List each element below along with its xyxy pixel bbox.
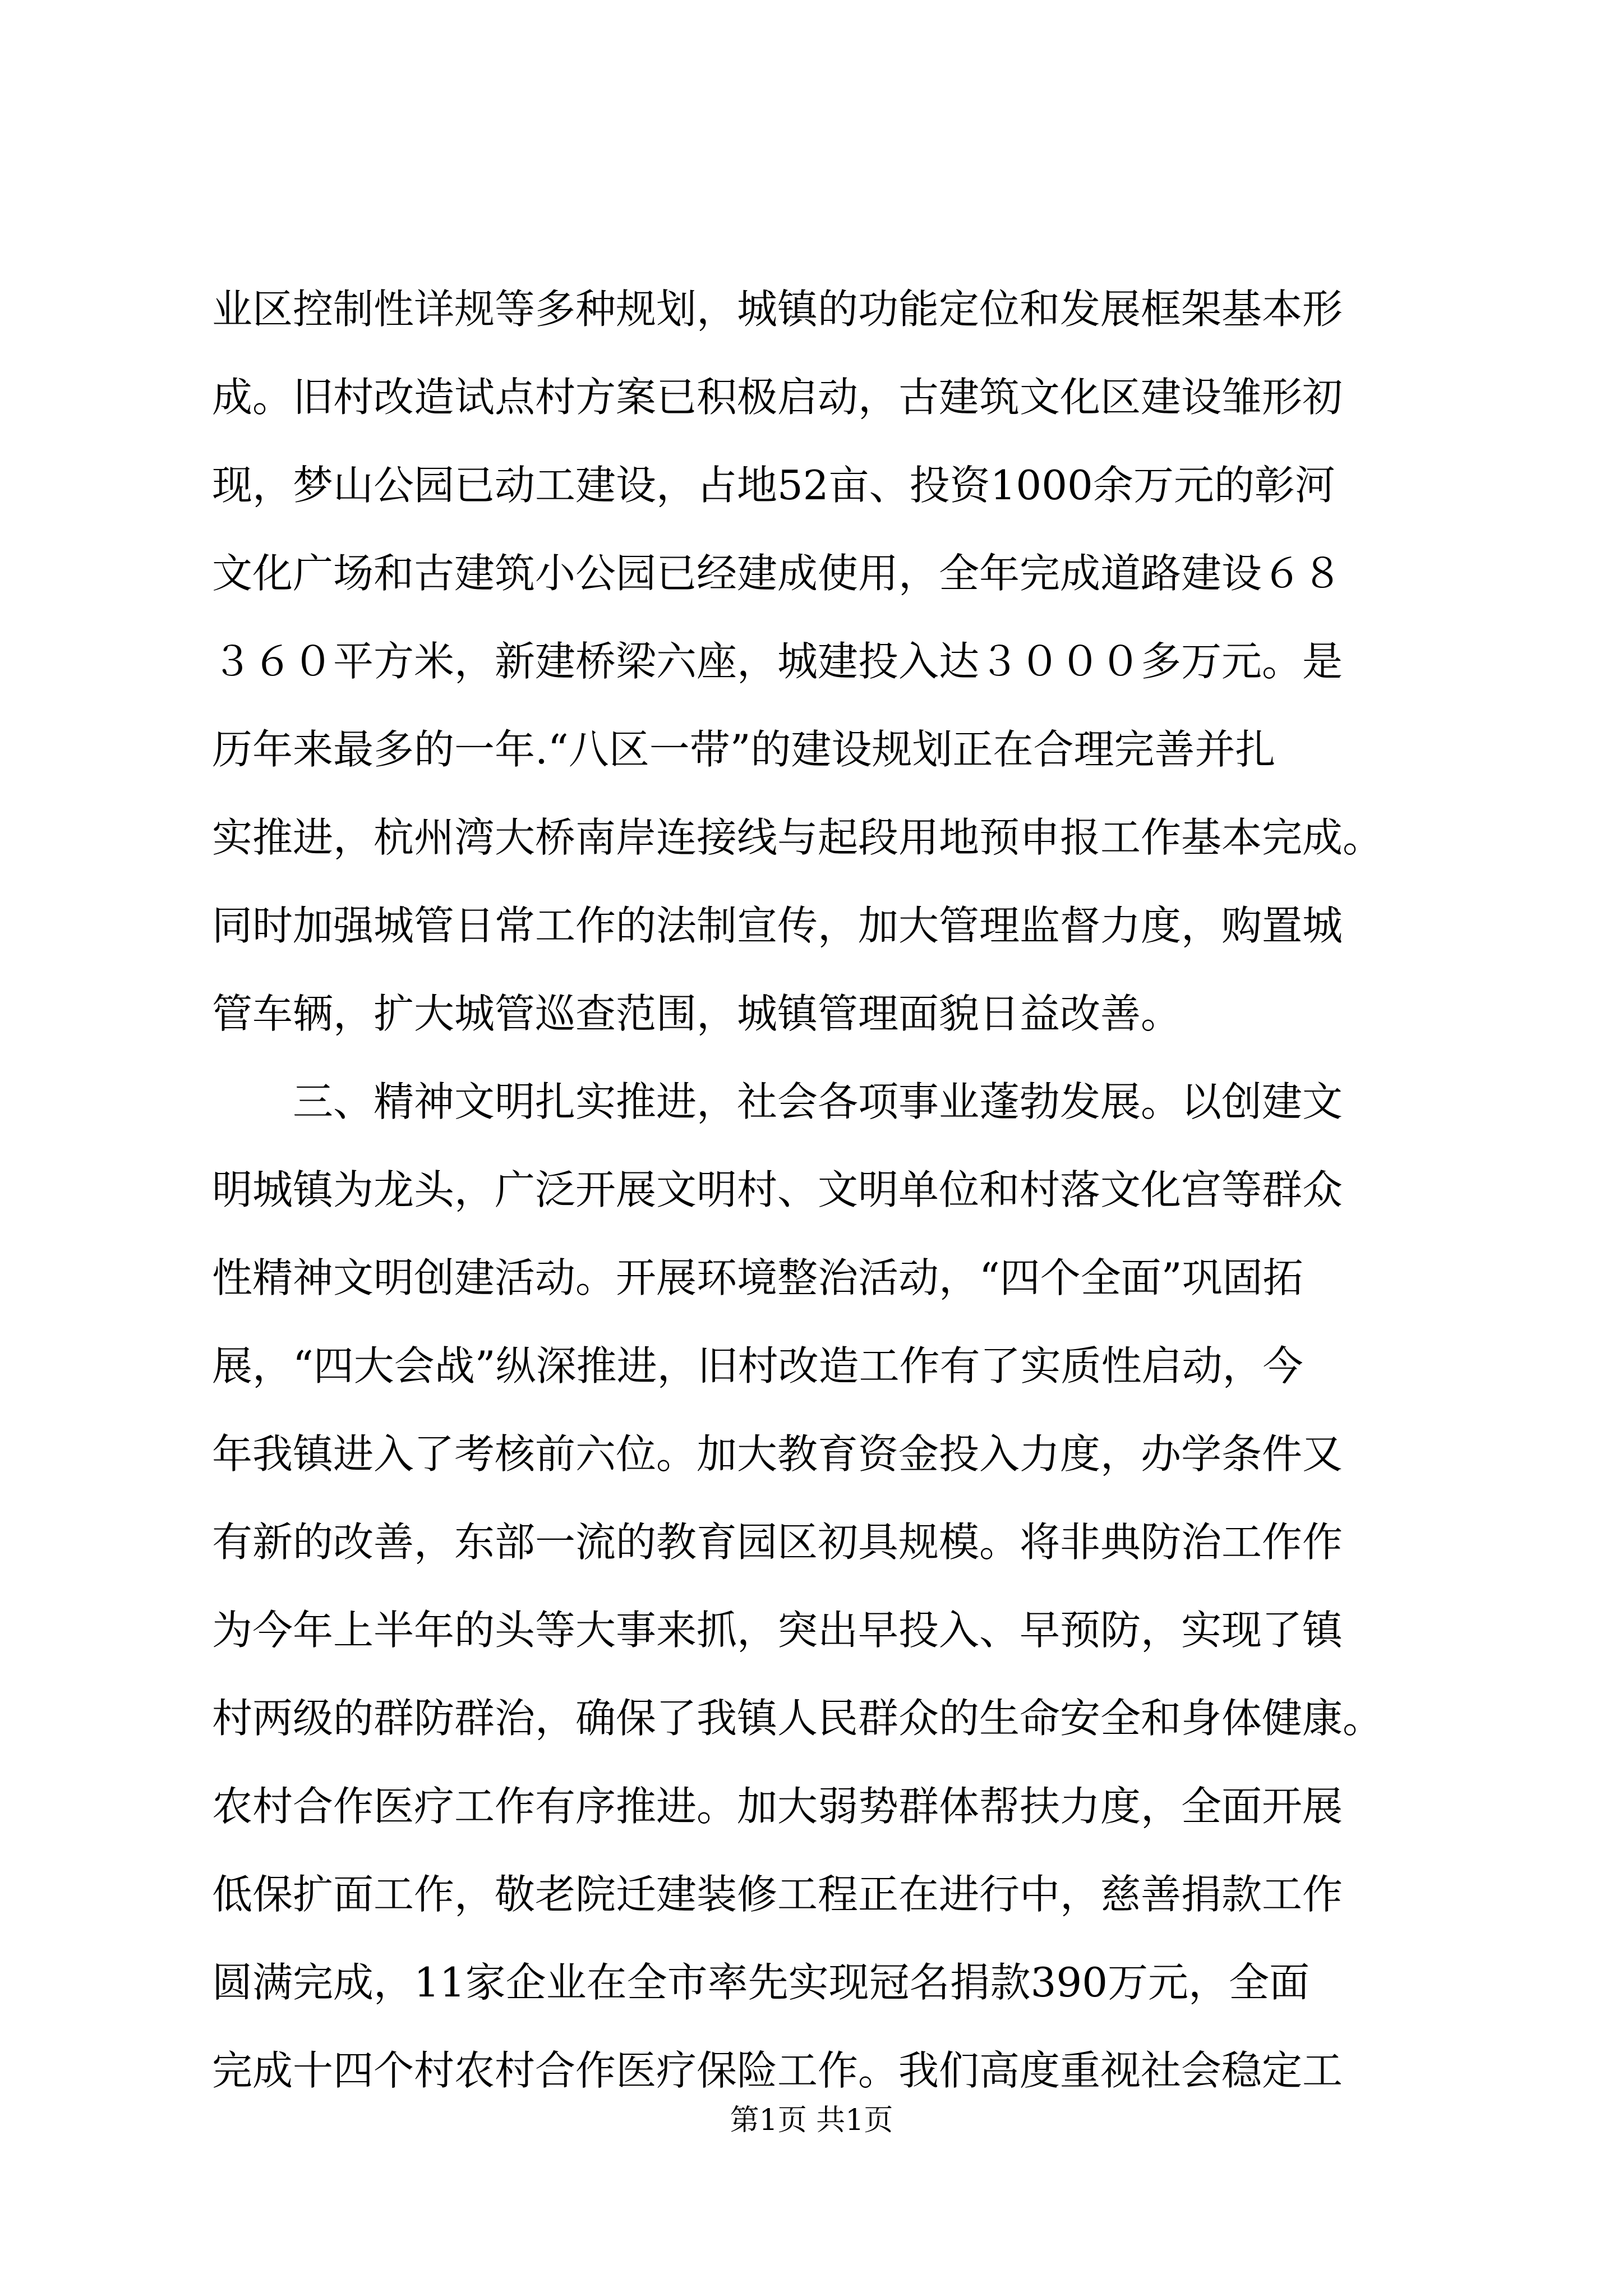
text-line: 村两级的群防群治，确保了我镇人民群众的生命安全和身体健康。	[212, 1695, 1384, 1742]
page-footer	[0, 2098, 1623, 2143]
text-line: ３６０平方米，新建桥梁六座，城建投入达３０００多万元。是	[212, 638, 1343, 685]
text-line: 业区控制性详规等多种规划，城镇的功能定位和发展框架基本形	[212, 286, 1343, 333]
text-line: 明城镇为龙头，广泛开展文明村、文明单位和村落文化宫等群众	[212, 1166, 1343, 1213]
text-line: 管车辆，扩大城管巡查范围，城镇管理面貌日益改善。	[212, 990, 1182, 1037]
text-line: 文化广场和古建筑小公园已经建成使用，全年完成道路建设６８	[212, 550, 1343, 597]
text-line: 展，“四大会战”纵深推进，旧村改造工作有了实质性启动，今	[212, 1342, 1303, 1389]
text-line: 成。旧村改造试点村方案已积极启动，古建筑文化区建设雏形初	[212, 374, 1343, 421]
text-line: 农村合作医疗工作有序推进。加大弱势群体帮扶力度，全面开展	[212, 1783, 1343, 1830]
text-line: 性精神文明创建活动。开展环境整治活动，“四个全面”巩固拓	[212, 1254, 1303, 1301]
body-text	[212, 265, 1432, 2115]
text-line: 完成十四个村农村合作医疗保险工作。我们高度重视社会稳定工	[212, 2047, 1343, 2094]
text-line: 圆满完成，11家企业在全市率先实现冠名捐款390万元，全面	[212, 1959, 1310, 2006]
text-line: 三、精神文明扎实推进，社会各项事业蓬勃发展。以创建文	[212, 1078, 1343, 1125]
text-line: 有新的改善，东部一流的教育园区初具规模。将非典防治工作作	[212, 1519, 1343, 1566]
text-line: 为今年上半年的头等大事来抓，突出早投入、早预防，实现了镇	[212, 1607, 1343, 1654]
text-line: 低保扩面工作，敬老院迁建装修工程正在进行中，慈善捐款工作	[212, 1871, 1343, 1918]
text-line: 现，梦山公园已动工建设，占地52亩、投资1000余万元的彰河	[212, 462, 1335, 509]
text-line: 年我镇进入了考核前六位。加大教育资金投入力度，办学条件又	[212, 1430, 1343, 1478]
text-line: 历年来最多的一年.“八区一带”的建设规划正在合理完善并扎	[212, 726, 1276, 773]
text-line: 同时加强城管日常工作的法制宣传，加大管理监督力度，购置城	[212, 902, 1343, 949]
text-line: 实推进，杭州湾大桥南岸连接线与起段用地预申报工作基本完成。	[212, 814, 1384, 861]
page-number: 第1页 共1页	[730, 2104, 893, 2137]
